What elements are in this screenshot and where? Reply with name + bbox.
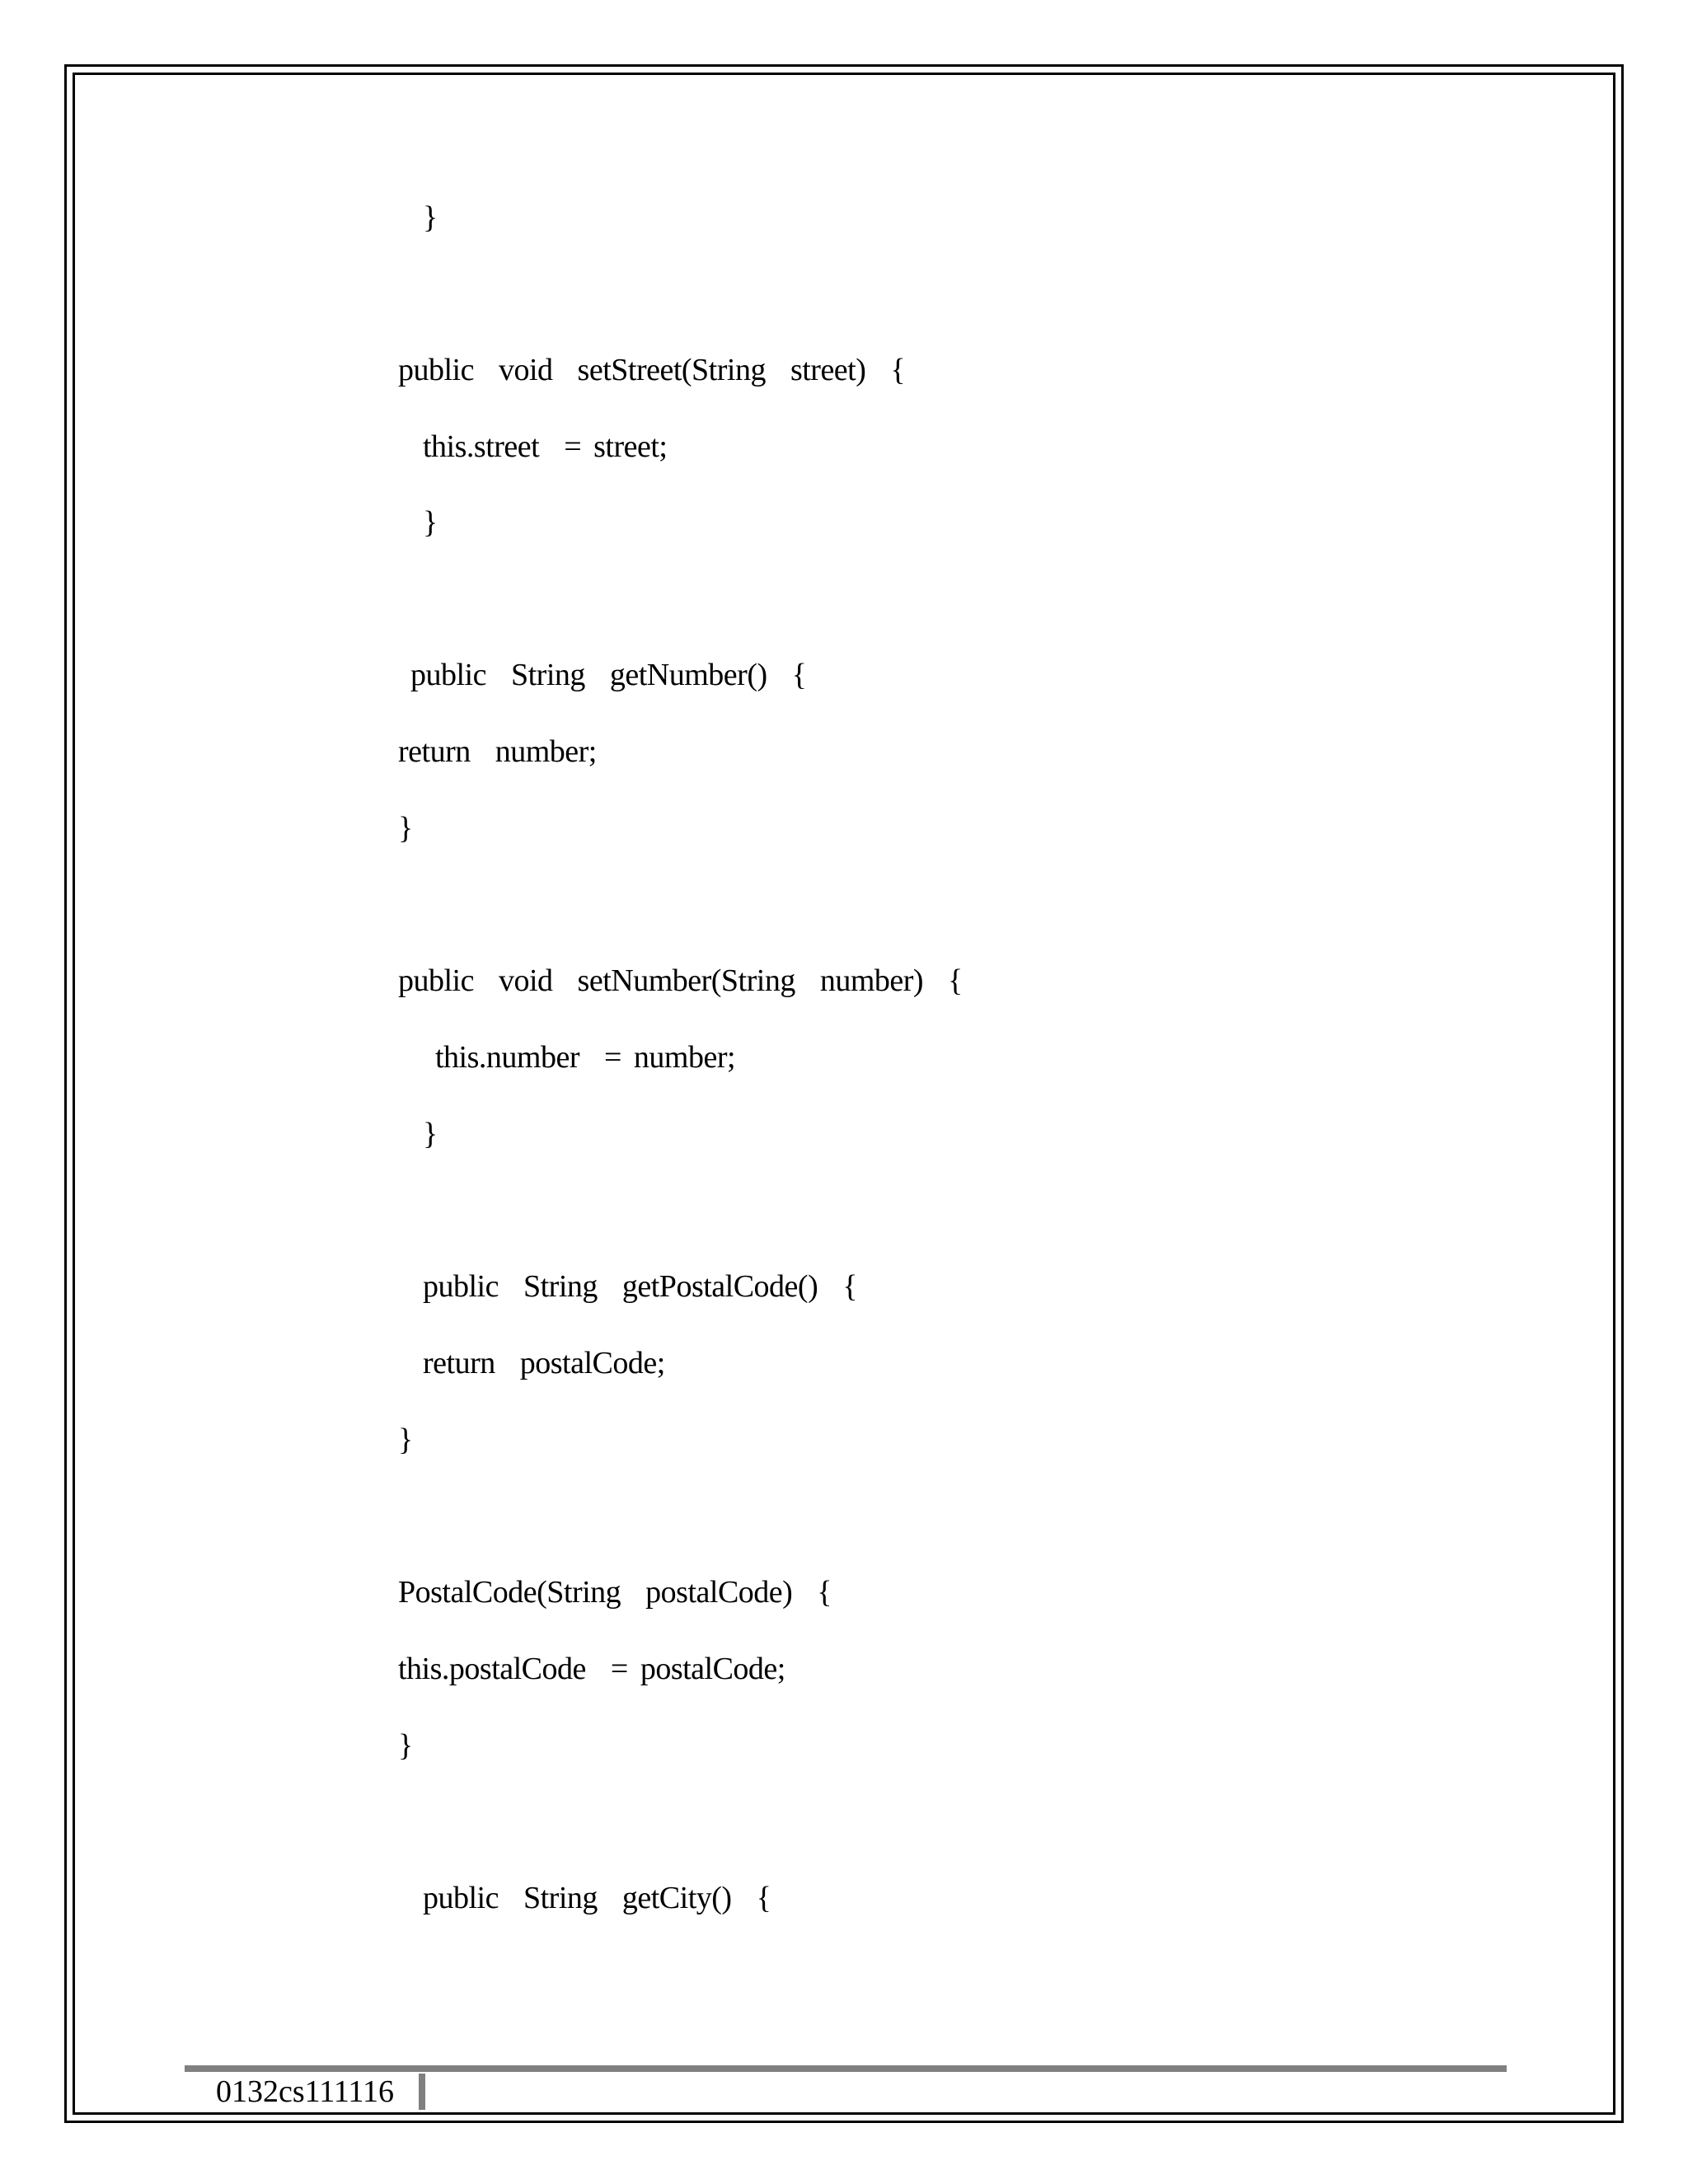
- code-line: }: [398, 505, 438, 540]
- code-line: PostalCode(String postalCode) {: [398, 1575, 832, 1610]
- code-line: }: [398, 1117, 438, 1151]
- code-line: }: [398, 200, 438, 235]
- code-line: public String getPostalCode() {: [398, 1269, 857, 1304]
- code-line: }: [398, 811, 413, 846]
- code-line: this.postalCode = postalCode;: [398, 1652, 785, 1686]
- code-line: this.number = number;: [398, 1040, 736, 1075]
- code-line: }: [398, 1728, 413, 1763]
- footer-rule: [185, 2065, 1507, 2072]
- code-line: public void setStreet(String street) {: [398, 353, 906, 387]
- footer-id: 0132cs111116: [216, 2074, 395, 2109]
- code-line: return number;: [398, 734, 597, 769]
- code-line: public void setNumber(String number) {: [398, 963, 963, 998]
- code-line: this.street = street;: [398, 429, 668, 464]
- code-line: }: [398, 1422, 413, 1457]
- code-line: return postalCode;: [398, 1346, 665, 1380]
- footer-divider: [419, 2074, 425, 2110]
- code-line: public String getNumber() {: [398, 658, 807, 692]
- code-line: public String getCity() {: [398, 1881, 771, 1915]
